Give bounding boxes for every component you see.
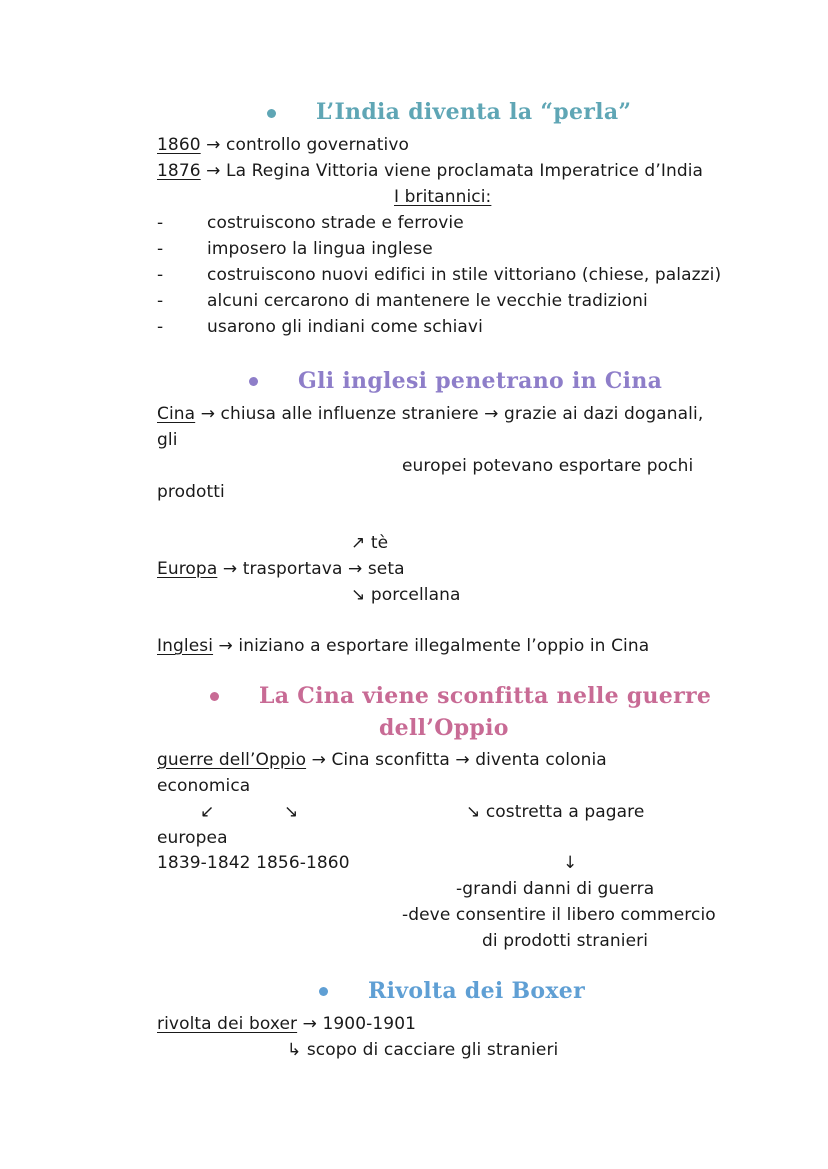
heading-india: L’India diventa la “perla” [316,99,632,125]
text-1876: → La Regina Vittoria viene proclamata Imperatrice d’India [200,161,704,181]
inglesi-label: Inglesi [157,636,214,656]
list-item: imposero la lingua inglese [207,239,433,259]
line-scopo: ↳ scopo di cacciare gli stranieri [287,1040,559,1060]
line-europei: europei potevano esportare pochi [402,456,694,476]
list-marker: - [157,213,164,233]
heading-bullet [319,987,328,996]
line-stranieri: di prodotti stranieri [482,931,649,951]
heading-oppio-line1: La Cina viene sconfitta nelle guerre [259,683,712,709]
line-costretta: ↘ costretta a pagare [466,802,645,822]
line-europea: europea [157,828,228,848]
list-item: alcuni cercarono di mantenere le vecchie tradizioni [207,291,648,311]
year-1876: 1876 [157,161,201,181]
line-europa [157,558,405,580]
heading-cina: Gli inglesi penetrano in Cina [298,368,663,394]
line-porcellana: ↘ porcellana [351,585,461,605]
year-1860: 1860 [157,135,201,155]
heading-bullet [249,377,258,386]
europa-label: Europa [157,559,218,579]
line-cina [157,403,703,425]
list-item: costruiscono nuovi edifici in stile vittoriano (chiese, palazzi) [207,265,722,285]
text-1860: → controllo governativo [200,135,410,155]
britannici-label: I britannici: [394,187,492,207]
boxer-label: rivolta dei boxer [157,1014,298,1034]
line-inglesi [157,635,649,657]
line-1876 [157,160,703,182]
line-gli: gli [157,430,178,450]
list-marker: - [157,291,164,311]
line-boxer [157,1013,416,1035]
cina-text: → chiusa alle influenze straniere → grazie ai dazi doganali, [195,404,704,424]
guerre-text: → Cina sconfitta → diventa colonia [306,750,607,770]
inglesi-text: → iniziano a esportare illegalmente l’oppio in Cina [213,636,650,656]
heading-bullet [210,692,219,701]
line-guerre [157,749,607,771]
line-economica: economica [157,776,251,796]
list-marker: - [157,265,164,285]
arrow-sw: ↙ [200,802,215,822]
down-arrow: ↓ [563,853,578,873]
heading-boxer: Rivolta dei Boxer [368,978,586,1004]
line-1860 [157,134,409,156]
europa-text: → trasportava → seta [217,559,405,579]
list-item: costruiscono strade e ferrovie [207,213,464,233]
boxer-text: → 1900-1901 [297,1014,417,1034]
list-marker: - [157,239,164,259]
arrow-se: ↘ [284,802,299,822]
line-prodotti: prodotti [157,482,225,502]
cina-label: Cina [157,404,196,424]
line-danni: -grandi danni di guerra [456,879,655,899]
guerre-label: guerre dell’Oppio [157,750,307,770]
line-te: ↗ tè [351,533,389,553]
list-marker: - [157,317,164,337]
heading-oppio-line2: dell’Oppio [379,715,509,741]
line-dates: 1839-1842 1856-1860 [157,853,350,873]
list-item: usarono gli indiani come schiavi [207,317,483,337]
line-commercio: -deve consentire il libero commercio [402,905,716,925]
heading-bullet [267,109,276,118]
